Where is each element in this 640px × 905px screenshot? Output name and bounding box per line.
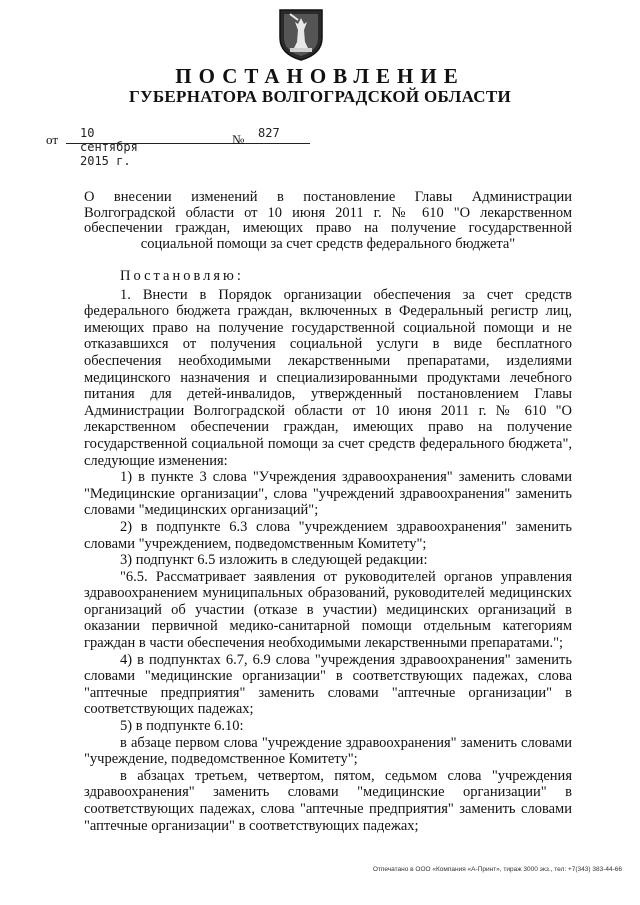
handwritten-number: 827 [258,126,280,140]
from-label: от [46,132,59,147]
document-title: ПОСТАНОВЛЕНИЕ [175,64,465,88]
paragraph: 1. Внести в Порядок организации обеспечения за счет средств федерального бюджета граждан, включенных в Федеральный регистр лиц, имеющих право на получение государственной социальной помощи и не отказавшихся от получения социальной услуги в виде бесплатного обеспечения необходимыми лекарственными препаратами, изделиями медицинского назначения и специализированными продуктами лечебного питания для детей-инвалидов, утвержденный постановлением Главы Администрации Волгоградской области от 10 июня 2011 г. № 610 "О лекарственном обеспечении граждан, имеющих право на получение государственной социальной помощи за счет средств федерального бюджета", следующие изменения: [84,286,572,469]
document-subtitle: ГУБЕРНАТОРА ВОЛГОГРАДСКОЙ ОБЛАСТИ [128,87,512,106]
paragraph: 1) в пункте 3 слова "Учреждения здравоохранения" заменить словами "Медицинские организации", слова "учреждений здравоохранения" заменить словами "медицинских организаций"; [84,469,572,519]
paragraph: 5) в подпункте 6.10: [120,718,244,735]
decree-body [84,268,572,834]
paragraph: 3) подпункт 6.5 изложить в следующей редакции: [120,552,428,569]
decree-subject [84,190,572,252]
paragraph: в абзацах третьем, четвертом, пятом, седьмом слова "учреждения здравоохранения" заменить словами "медицинские организации" в соответствующих падежах, слова "аптечные предприятия" заменить словами "аптечные организации" в соответствующих падежах; [84,767,572,834]
paragraph: 4) в подпунктах 6.7, 6.9 слова "учреждения здравоохранения" заменить словами "медицинские организации" в соответствующих падежах, слова "аптечные предприятия" заменить словами "аптечные организации" в соответствующих падежах; [84,651,572,718]
subject-line: Волгоградской области от 10 июня 2011 г. № 610 "О лекарственном [84,204,572,221]
paragraph: "6.5. Рассматривает заявления от руководителей органов управления здравоохранением муниципальных образований, руководителей медицинских организаций об участии (отказе в участии) медицинских организаций в оказании первичной медико-санитарной помощи отдельным категориям граждан в части обеспечения необходимыми лекарственными препаратами."; [84,568,572,652]
subject-line: социальной помощи за счет средств федерального бюджета" [140,235,516,252]
number-underline [250,143,310,144]
paragraph: 2) в подпункте 6.3 слова "учреждением здравоохранения" заменить словами "учреждением, подведомственным Комитету"; [84,518,572,552]
decree-word: Постановляю: [120,268,244,284]
printer-note: Отпечатано в ООО «Компания «А-Принт», тираж 3000 экз., тел: +7(343) 383-44-66 [372,866,622,873]
volgograd-coat-of-arms-icon [276,8,326,62]
paragraph: в абзаце первом слова "учреждение здравоохранения" заменить словами "учреждение, подведомственное Комитету"; [84,734,572,768]
subject-line: О внесении изменений в постановление Главы Администрации [84,189,572,205]
subject-line: обеспечении граждан, имеющих право на получение государственной [84,220,572,236]
handwritten-date: 10 сентября 2015 г. [80,126,138,168]
number-label: № [232,132,245,147]
